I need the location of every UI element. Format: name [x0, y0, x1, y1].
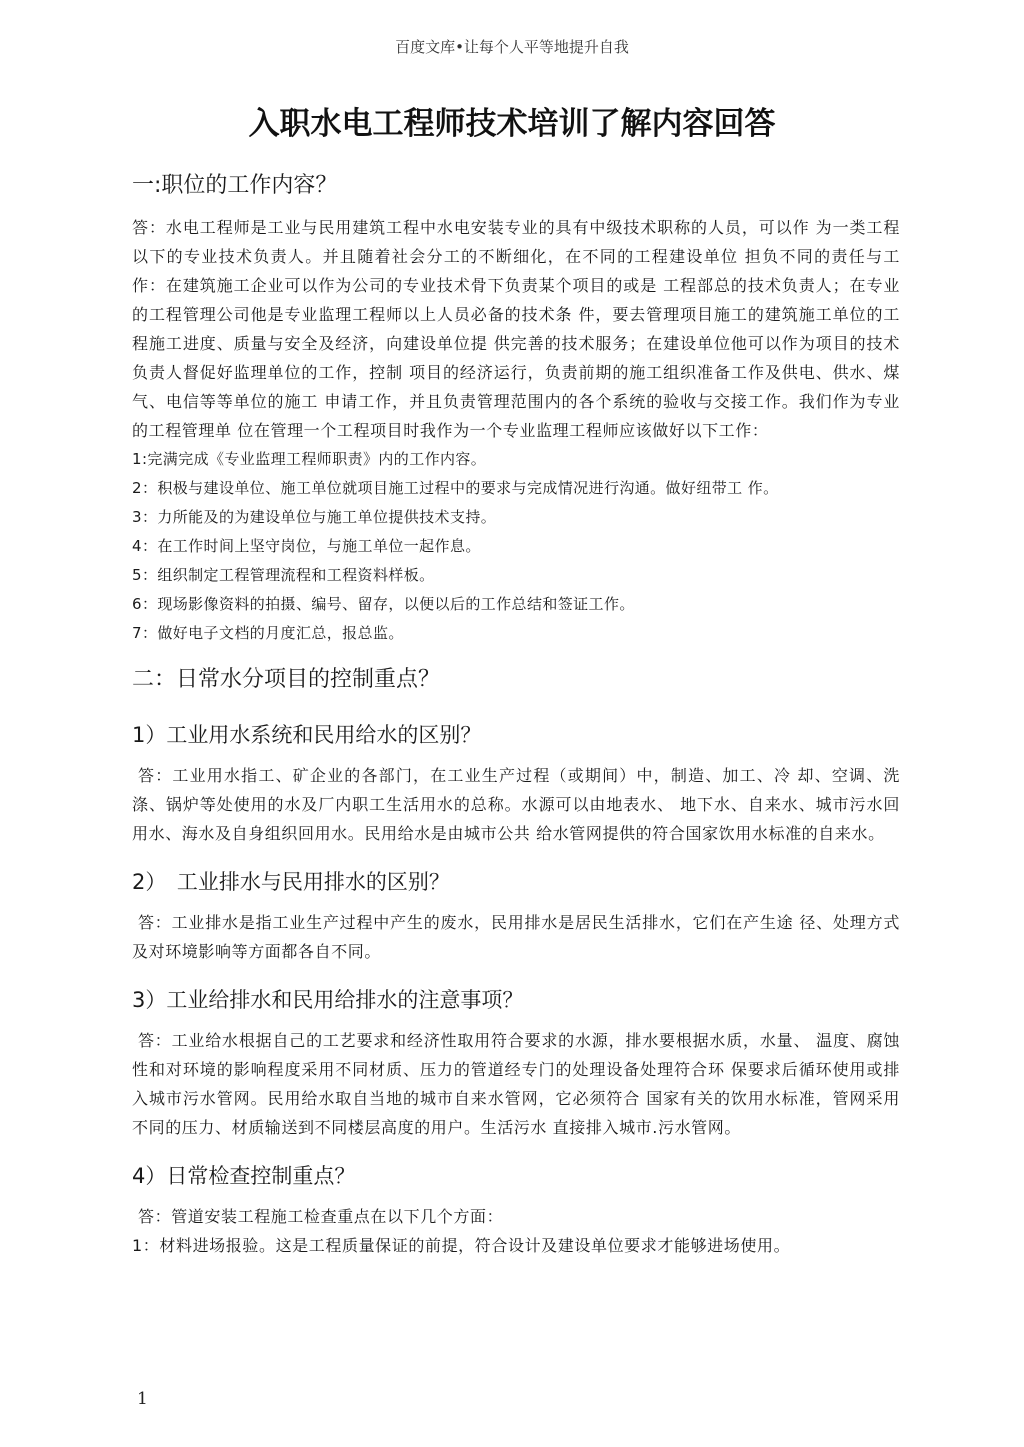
list-item: 6：现场影像资料的拍摄、编号、留存，以便以后的工作总结和签证工作。 [132, 595, 635, 613]
question-block [132, 1160, 900, 1260]
question-heading: 3）工业给排水和民用给排水的注意事项？ [132, 988, 524, 1012]
question-answer: 答：工业排水是指工业生产过程中产生的废水，民用排水是居民生活排水，它们在产生途 径、处理方式及对环境影响等方面都各自不同。 [132, 913, 900, 961]
section-heading: 一:职位的工作内容？ [132, 173, 338, 198]
question-block [132, 719, 900, 848]
list-item: 2：积极与建设单位、施工单位就项目施工过程中的要求与完成情况进行沟通。做好纽带工 作。 [132, 479, 779, 497]
page-header: 百度文库•让每个人平等地提升自我 [395, 38, 629, 56]
question-answer: 答：工业给水根据自己的工艺要求和经济性取用符合要求的水源，排水要根据水质，水量、 温度、腐蚀性和对环境的影响程度采用不同材质、压力的管道经专门的处理设备处理符合环 保要求后循环使用或排入城市污水管网。民用给水取自当地的城市自来水管网，它必须符合 国家有关的饮用水标准，管网采用不同的压力、材质输送到不同楼层高度的用户。生活污水 直接排入城市.污水管网。 [132, 1031, 900, 1137]
document-title: 入职水电工程师技术培训了解内容回答 [248, 106, 776, 142]
list-item: 1:完满完成《专业监理工程师职责》内的工作内容。 [132, 450, 487, 468]
duty-list [132, 445, 900, 648]
section-answer: 答：水电工程师是工业与民用建筑工程中水电安装专业的具有中级技术职称的人员，可以作 为一类工程以下的专业技术负责人。并且随着社会分工的不断细化，在不同的工程建设单位 担负不同的责任与工作：在建筑施工企业可以作为公司的专业技术骨下负责某个项目的或是 工程部总的技术负责人；在专业的工程管理公司他是专业监理工程师以上人员必备的技术条 件，要去管理项目施工的建筑施工单位的工程施工进度、质量与安全及经济，向建设单位提 供完善的技术服务；在建设单位他可以作为项目的技术负责人督促好监理单位的工作，控制 项目的经济运行，负责前期的施工组织准备工作及供电、供水、煤气、电信等等单位的施工 申请工作，并且负责管理范围内的各个系统的验收与交接工作。我们作为专业的工程管理单 位在管理一个工程项目时我作为一个专业监理工程师应该做好以下工作： [132, 218, 900, 440]
list-item: 1：材料进场报验。这是工程质量保证的前提，符合设计及建设单位要求才能够进场使用。 [132, 1236, 791, 1255]
list-item: 4：在工作时间上坚守岗位，与施工单位一起作息。 [132, 537, 481, 555]
question-heading: 2） 工业排水与民用排水的区别？ [132, 870, 450, 894]
section-heading: 二：日常水分项目的控制重点？ [132, 667, 441, 692]
question-answer: 答：管道安装工程施工检查重点在以下几个方面： [138, 1207, 504, 1226]
question-block [132, 866, 900, 966]
document-body [132, 168, 900, 1278]
question-heading: 4）日常检查控制重点？ [132, 1164, 356, 1188]
list-item: 7：做好电子文档的月度汇总，报总监。 [132, 624, 404, 642]
question-heading: 1）工业用水系统和民用给水的区别？ [132, 723, 482, 747]
list-item: 3：力所能及的为建设单位与施工单位提供技术支持。 [132, 508, 497, 526]
list-item: 5：组织制定工程管理流程和工程资料样板。 [132, 566, 435, 584]
page-number: 1 [137, 1389, 148, 1409]
question-block [132, 984, 900, 1142]
question-answer: 答：工业用水指工、矿企业的各部门，在工业生产过程（或期间）中，制造、加工、冷 却、空调、洗涤、锅炉等处使用的水及厂内职工生活用水的总称。水源可以由地表水、 地下水、自来水、城市污水回用水、海水及自身组织回用水。民用给水是由城市公共 给水管网提供的符合国家饮用水标准的自来水。 [132, 766, 900, 843]
